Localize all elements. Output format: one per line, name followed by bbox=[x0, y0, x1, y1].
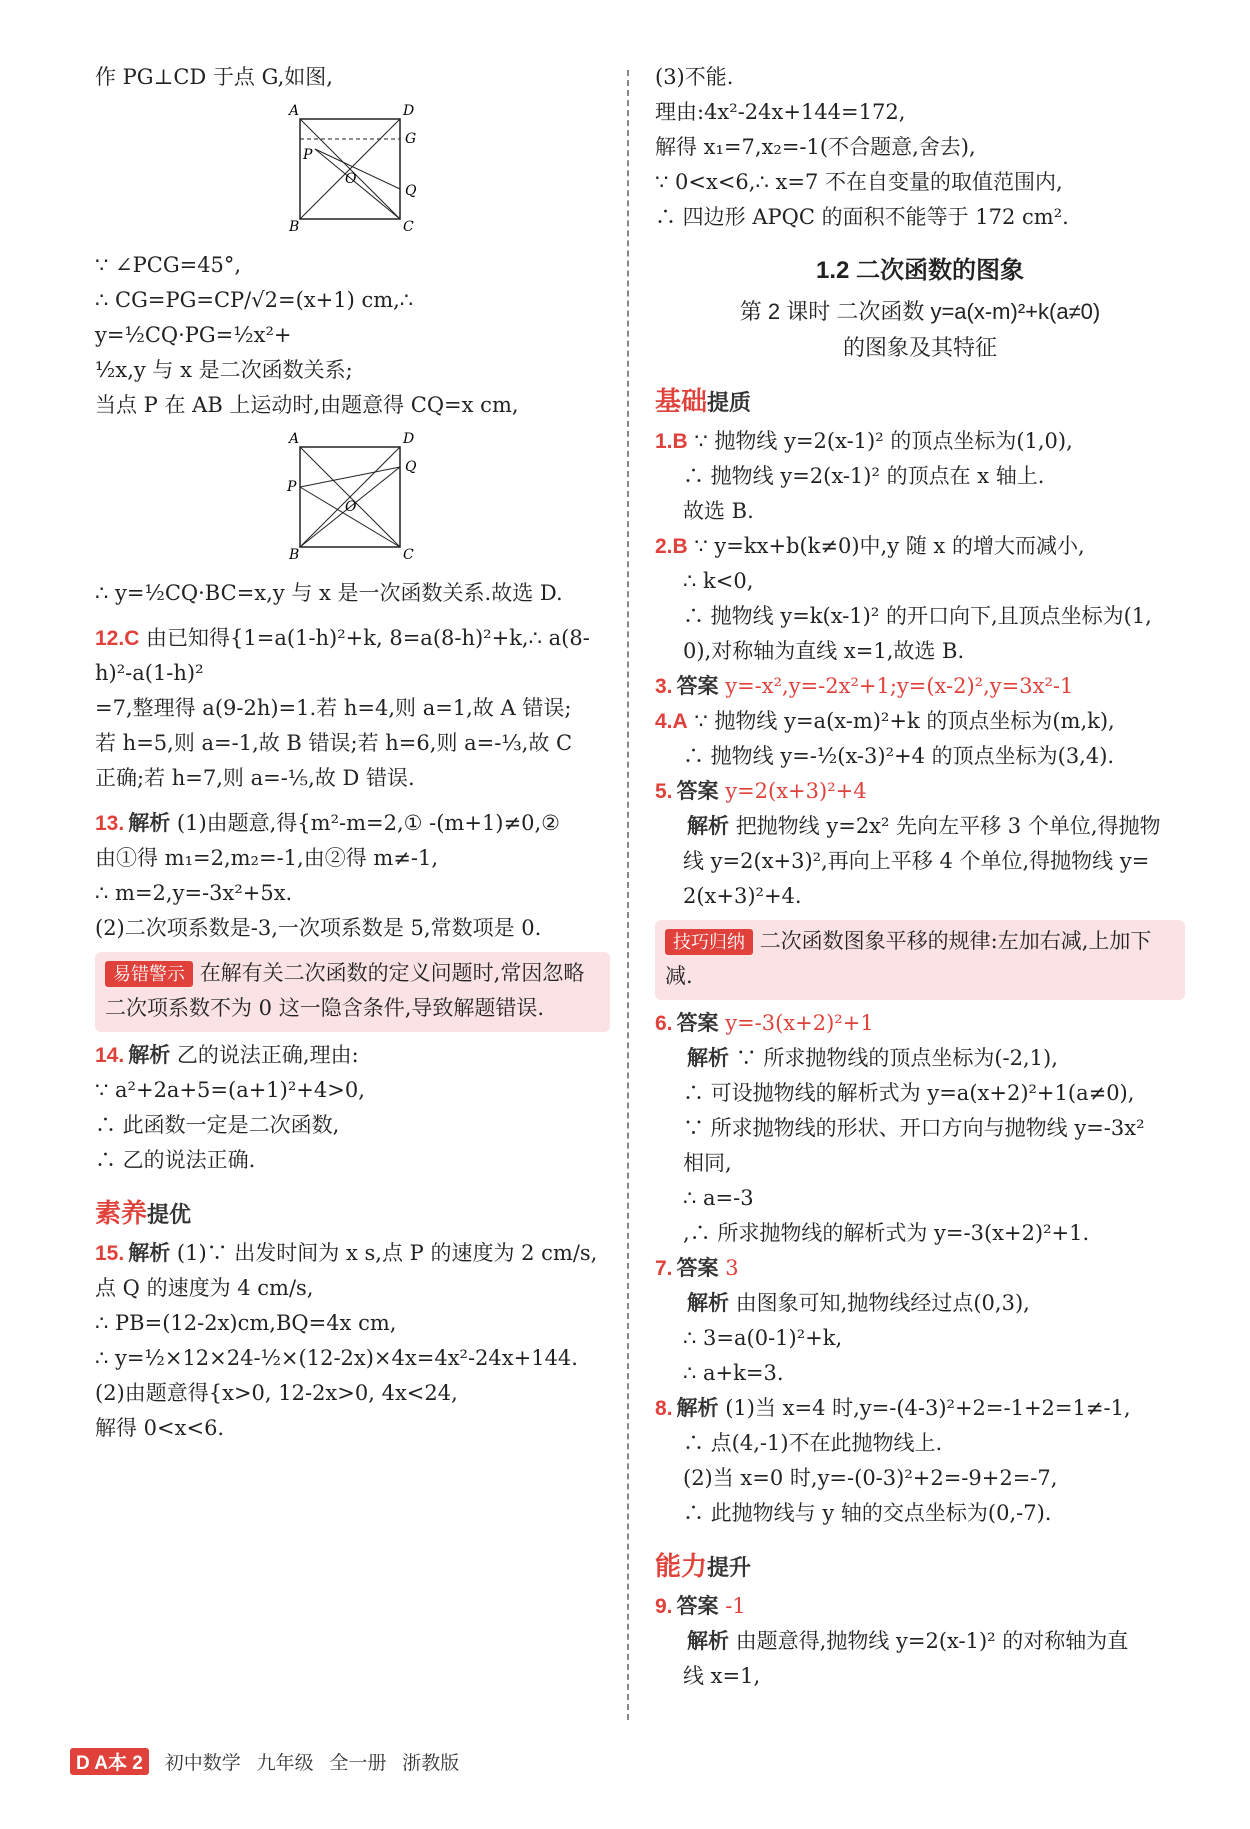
answer-tag: 答案 bbox=[676, 1257, 719, 1280]
square-figure-2 bbox=[285, 429, 417, 563]
lesson-title: 第 2 课时 二次函数 y=a(x-m)²+k(a≠0) bbox=[739, 299, 1101, 324]
text-line: 当点 P 在 AB 上运动时,由题意得 CQ=x cm, bbox=[95, 393, 519, 417]
footer-edition: 浙教版 bbox=[402, 1753, 460, 1774]
text-line: ∴ 抛物线 y=2(x-1)² 的顶点在 x 轴上. bbox=[683, 464, 1045, 488]
fig-label: B bbox=[289, 547, 300, 563]
text-line: ∴ 四边形 APQC 的面积不能等于 172 cm². bbox=[655, 205, 1069, 229]
text-line: ∵ y=kx+b(k≠0)中,y 随 x 的增大而减小, bbox=[694, 534, 1085, 558]
text-line: ∴ 可设抛物线的解析式为 y=a(x+2)²+1(a≠0), bbox=[683, 1081, 1135, 1105]
text-line: (2)二次项系数是-3,一次项系数是 5,常数项是 0. bbox=[95, 916, 542, 940]
section-heading: 能力提升 bbox=[655, 1551, 752, 1581]
answer-text: 3 bbox=[725, 1256, 739, 1280]
analysis-tag: 解析 bbox=[687, 815, 729, 838]
text-line: ∵ ∠PCG=45°, bbox=[95, 253, 242, 277]
right-column bbox=[655, 60, 1185, 1694]
fig-label: P bbox=[303, 147, 313, 163]
analysis-tag: 解析 bbox=[128, 1044, 171, 1067]
fig-label: Q bbox=[405, 459, 417, 475]
fig-label: C bbox=[403, 547, 414, 563]
text-line: 线 x=1, bbox=[683, 1664, 761, 1688]
question-number: 13. bbox=[95, 812, 125, 835]
text-line: ∵ 0<x<6,∴ x=7 不在自变量的取值范围内, bbox=[655, 170, 1063, 194]
fig-label: C bbox=[403, 219, 414, 235]
section-heading: 基础提质 bbox=[655, 386, 752, 416]
text-line: (1)当 x=4 时,y=-(4-3)²+2=-1+2=1≠-1, bbox=[725, 1396, 1131, 1420]
square-figure-1 bbox=[285, 101, 417, 235]
page-badge: D A本 2 bbox=[70, 1748, 149, 1775]
tip-text: 二次函数图象平移的规律:左加右减,上加下减. bbox=[665, 929, 1152, 988]
warning-box bbox=[95, 952, 610, 1032]
answer-tag: 答案 bbox=[676, 675, 719, 698]
text-line: ∵ 抛物线 y=2(x-1)² 的顶点坐标为(1,0), bbox=[694, 429, 1073, 453]
text-line: ∵ 所求抛物线的形状、开口方向与抛物线 y=-3x² bbox=[683, 1116, 1145, 1140]
lesson-title: 的图象及其特征 bbox=[842, 335, 997, 360]
text-line: 理由:4x²-24x+144=172, bbox=[655, 100, 906, 124]
fig-label: B bbox=[289, 219, 300, 235]
text-line: ½x,y 与 x 是二次函数关系; bbox=[95, 358, 353, 382]
text-line: =7,整理得 a(9-2h)=1.若 h=4,则 a=1,故 A 错误; bbox=[95, 696, 572, 720]
left-column bbox=[95, 60, 610, 1446]
text-line: ∵ 所求抛物线的顶点坐标为(-2,1), bbox=[735, 1046, 1058, 1070]
analysis-tag: 解析 bbox=[676, 1397, 719, 1420]
fig-label: D bbox=[403, 103, 415, 119]
text-line: 0),对称轴为直线 x=1,故选 B. bbox=[683, 639, 965, 663]
text-line: 若 h=5,则 a=-1,故 B 错误;若 h=6,则 a=-⅓,故 C bbox=[95, 731, 573, 755]
answer-text: y=-3(x+2)²+1 bbox=[725, 1011, 874, 1035]
analysis-tag: 解析 bbox=[687, 1292, 729, 1315]
warning-text: 在解有关二次函数的定义问题时,常因忽略二次项系数不为 0 这一隐含条件,导致解题错误. bbox=[105, 961, 585, 1020]
answer-tag: 答案 bbox=[676, 1012, 719, 1035]
text-line: 相同, bbox=[683, 1151, 732, 1175]
text-line: ∴ y=½CQ·BC=x,y 与 x 是一次函数关系.故选 D. bbox=[95, 581, 563, 605]
footer-subject: 初中数学 bbox=[164, 1753, 241, 1774]
tip-label: 技巧归纳 bbox=[665, 929, 753, 955]
text-line: 由图象可知,抛物线经过点(0,3), bbox=[735, 1291, 1030, 1315]
answer-tag: 答案 bbox=[676, 780, 719, 803]
question-number: 14. bbox=[95, 1044, 125, 1067]
text-line: 作 PG⊥CD 于点 G,如图, bbox=[95, 65, 333, 89]
text-line: 解得 0<x<6. bbox=[95, 1416, 225, 1440]
analysis-tag: 解析 bbox=[687, 1630, 729, 1653]
footer-grade: 九年级 bbox=[256, 1753, 314, 1774]
fig-label: G bbox=[405, 131, 417, 147]
question-number: 6. bbox=[655, 1012, 673, 1035]
text-line: 线 y=2(x+3)²,再向上平移 4 个单位,得抛物线 y= bbox=[683, 849, 1150, 873]
text-line: ∵ 抛物线 y=a(x-m)²+k 的顶点坐标为(m,k), bbox=[694, 709, 1115, 733]
question-number: 1.B bbox=[655, 430, 688, 453]
question-number: 9. bbox=[655, 1595, 673, 1618]
fig-label: O bbox=[345, 171, 357, 187]
text-line: (2)由题意得{x>0, 12-2x>0, 4x<24, bbox=[95, 1381, 458, 1405]
text-line: ∴ 此抛物线与 y 轴的交点坐标为(0,-7). bbox=[683, 1501, 1052, 1525]
section-title: 1.2 二次函数的图象 bbox=[815, 257, 1025, 284]
text-line: 把抛物线 y=2x² 先向左平移 3 个单位,得抛物 bbox=[735, 814, 1161, 838]
section-heading: 素养提优 bbox=[95, 1198, 192, 1228]
analysis-tag: 解析 bbox=[687, 1047, 729, 1070]
column-divider bbox=[627, 70, 629, 1720]
question-number: 4.A bbox=[655, 710, 688, 733]
tip-box bbox=[655, 920, 1185, 1000]
question-number: 2.B bbox=[655, 535, 688, 558]
text-line: (1)由题意,得{m²-m=2,① -(m+1)≠0,② bbox=[176, 811, 560, 835]
text-line: ∴ 抛物线 y=-½(x-3)²+4 的顶点坐标为(3,4). bbox=[683, 744, 1115, 768]
text-line: (3)不能. bbox=[655, 65, 734, 89]
text-line: ∴ m=2,y=-3x²+5x. bbox=[95, 881, 293, 905]
text-line: 由已知得{1=a(1-h)²+k, 8=a(8-h)²+k,∴ a(8-h)²-a(1-h)² bbox=[95, 626, 590, 685]
text-line: ∴ 此函数一定是二次函数, bbox=[95, 1113, 340, 1137]
text-line: 解得 x₁=7,x₂=-1(不合题意,舍去), bbox=[655, 135, 976, 159]
fig-label: D bbox=[403, 431, 415, 447]
text-line: ∴ CG=PG=CP/√2=(x+1) cm,∴ y=½CQ·PG=½x²+ bbox=[95, 288, 414, 347]
fig-label: O bbox=[345, 499, 357, 515]
footer-volume: 全一册 bbox=[329, 1753, 387, 1774]
text-line: 正确;若 h=7,则 a=-⅕,故 D 错误. bbox=[95, 766, 415, 790]
question-number: 8. bbox=[655, 1397, 673, 1420]
text-line: ∴ 点(4,-1)不在此抛物线上. bbox=[683, 1431, 943, 1455]
page-footer bbox=[70, 1748, 459, 1775]
text-line: ∴ 乙的说法正确. bbox=[95, 1148, 256, 1172]
question-number: 7. bbox=[655, 1257, 673, 1280]
answer-text: -1 bbox=[725, 1594, 746, 1618]
text-line: 故选 B. bbox=[683, 499, 754, 523]
text-line: ∴ PB=(12-2x)cm,BQ=4x cm, bbox=[95, 1311, 397, 1335]
text-line: ∴ 抛物线 y=k(x-1)² 的开口向下,且顶点坐标为(1, bbox=[683, 604, 1152, 628]
text-line: ∵ a²+2a+5=(a+1)²+4>0, bbox=[95, 1078, 365, 1102]
answer-text: y=-x²,y=-2x²+1;y=(x-2)²,y=3x²-1 bbox=[725, 674, 1074, 698]
text-line: 2(x+3)²+4. bbox=[683, 884, 802, 908]
text-line: ∴ y=½×12×24-½×(12-2x)×4x=4x²-24x+144. bbox=[95, 1346, 578, 1370]
text-line: ∴ a+k=3. bbox=[683, 1361, 784, 1385]
answer-tag: 答案 bbox=[676, 1595, 719, 1618]
fig-label: P bbox=[287, 479, 297, 495]
text-line: (2)当 x=0 时,y=-(0-3)²+2=-9+2=-7, bbox=[683, 1466, 1058, 1490]
question-number: 12.C bbox=[95, 627, 140, 650]
text-line: 乙的说法正确,理由: bbox=[176, 1043, 359, 1067]
fig-label: Q bbox=[405, 183, 417, 199]
text-line: 点 Q 的速度为 4 cm/s, bbox=[95, 1276, 314, 1300]
text-line: 由题意得,抛物线 y=2(x-1)² 的对称轴为直 bbox=[735, 1629, 1129, 1653]
question-number: 15. bbox=[95, 1242, 125, 1265]
text-line: ,∴ 所求抛物线的解析式为 y=-3(x+2)²+1. bbox=[683, 1221, 1090, 1245]
question-number: 3. bbox=[655, 675, 673, 698]
warning-label: 易错警示 bbox=[105, 961, 193, 987]
fig-label: A bbox=[289, 103, 300, 119]
text-line: ∴ k<0, bbox=[683, 569, 754, 593]
analysis-tag: 解析 bbox=[128, 812, 171, 835]
text-line: ∴ a=-3 bbox=[683, 1186, 754, 1210]
text-line: 由①得 m₁=2,m₂=-1,由②得 m≠-1, bbox=[95, 846, 439, 870]
question-number: 5. bbox=[655, 780, 673, 803]
text-line: ∴ 3=a(0-1)²+k, bbox=[683, 1326, 843, 1350]
analysis-tag: 解析 bbox=[128, 1242, 171, 1265]
answer-text: y=2(x+3)²+4 bbox=[725, 779, 867, 803]
text-line: (1)∵ 出发时间为 x s,点 P 的速度为 2 cm/s, bbox=[176, 1241, 598, 1265]
fig-label: A bbox=[289, 431, 300, 447]
